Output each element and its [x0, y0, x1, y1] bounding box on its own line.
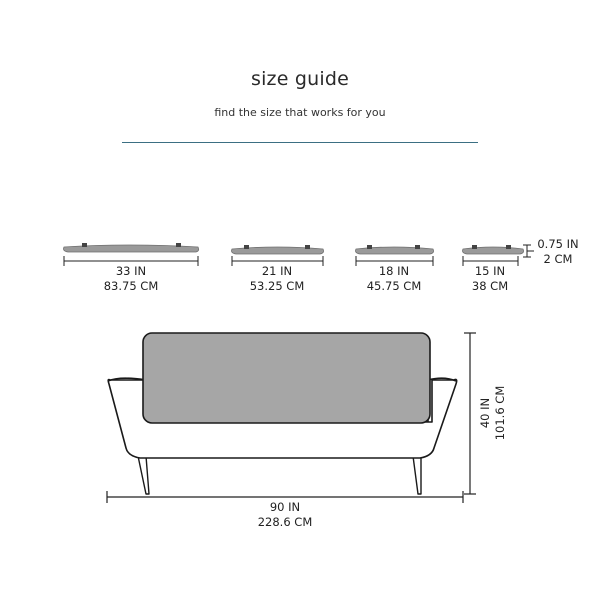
shelf-18in — [356, 245, 434, 266]
sofa-width-in: 90 IN — [269, 500, 301, 514]
shelf-thickness-label — [528, 237, 588, 267]
shelf-width-cm: 45.75 CM — [366, 279, 422, 293]
shelf-width-cm: 83.75 CM — [103, 279, 159, 293]
sofa-width-cm: 228.6 CM — [257, 515, 313, 529]
shelf-label-1 — [81, 264, 181, 294]
shelf-15in — [463, 245, 535, 266]
shelf-21in — [232, 245, 324, 266]
shelf-label-4 — [450, 264, 530, 294]
shelf-width-in: 15 IN — [474, 264, 506, 278]
page-subtitle: find the size that works for you — [214, 106, 386, 119]
shelf-33in — [64, 243, 199, 266]
sofa-width-label — [235, 500, 335, 530]
sofa-height-dimension — [464, 333, 476, 494]
shelf-width-in: 21 IN — [261, 264, 293, 278]
shelf-label-3 — [344, 264, 444, 294]
sofa-height-in: 40 IN — [478, 397, 492, 429]
sofa-height-cm: 101.6 CM — [493, 385, 507, 441]
shelf-width-in: 33 IN — [115, 264, 147, 278]
thickness-in: 0.75 IN — [537, 237, 579, 251]
thickness-cm: 2 CM — [543, 252, 573, 266]
shelf-width-cm: 38 CM — [471, 279, 509, 293]
shelf-label-2 — [227, 264, 327, 294]
sofa-illustration — [108, 333, 457, 494]
sofa-height-label — [478, 363, 508, 463]
shelf-width-cm: 53.25 CM — [249, 279, 305, 293]
page-title: size guide — [250, 68, 349, 90]
shelf-width-in: 18 IN — [378, 264, 410, 278]
